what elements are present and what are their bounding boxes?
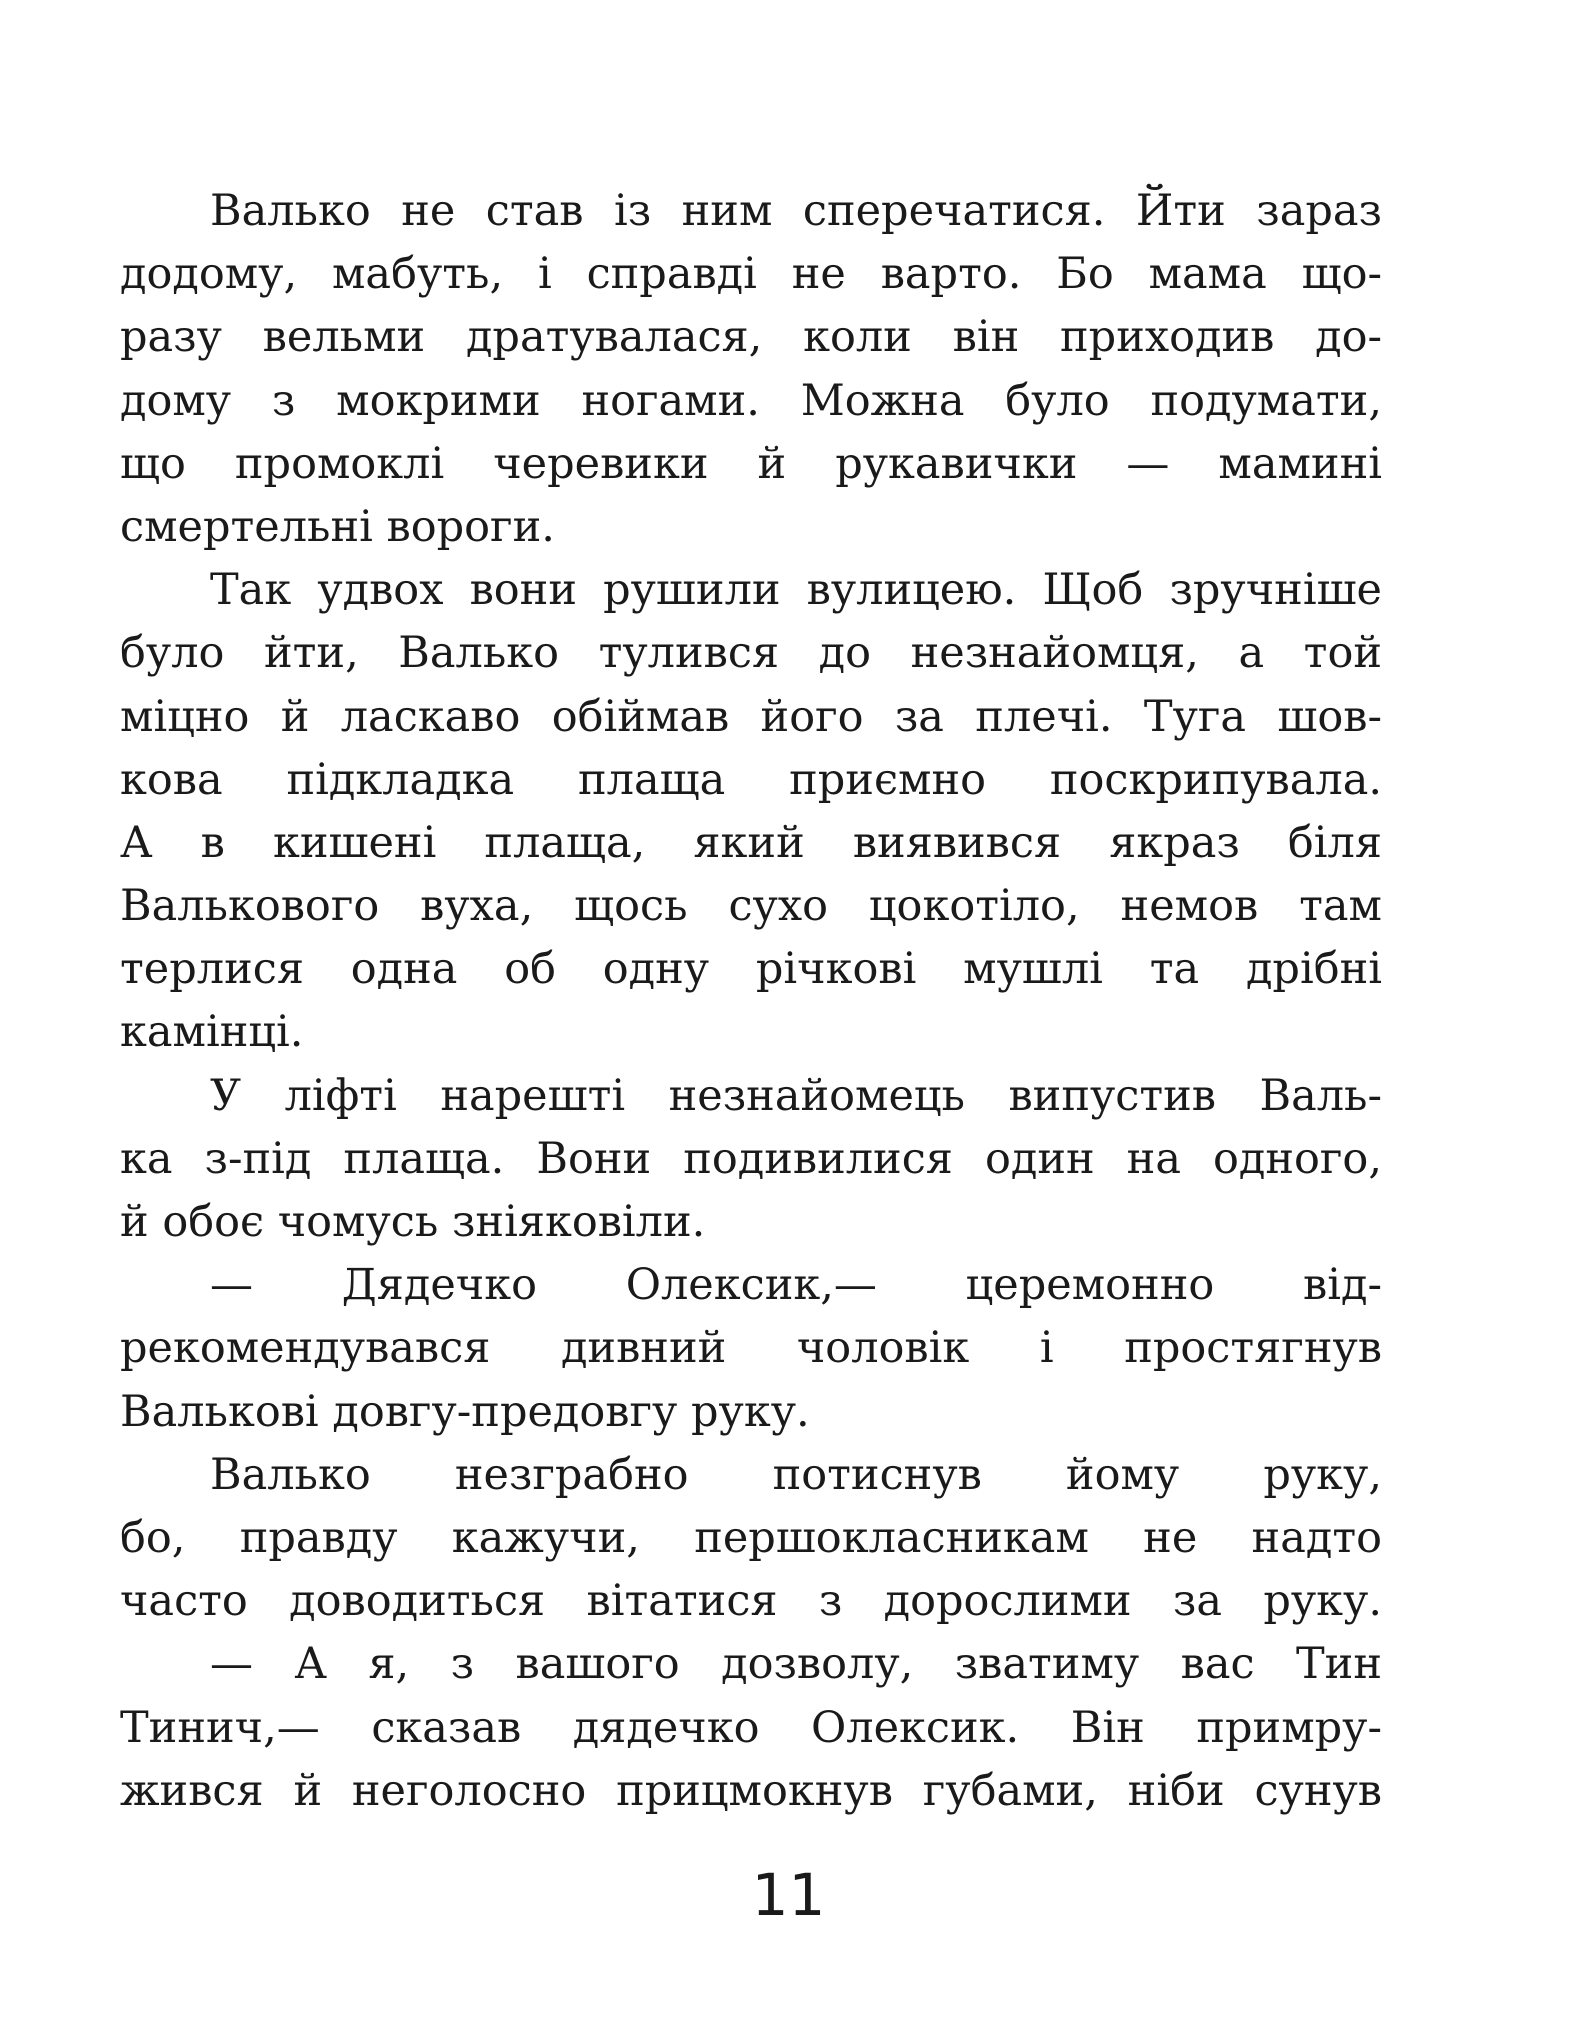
text-line: смертельні вороги. [120, 501, 555, 552]
text-line: Валькового вуха, щось сухо цокотіло, немов там [120, 881, 1382, 932]
body-text [120, 180, 1382, 1823]
text-line: рекомендувався дивний чоловік і простягнув [120, 1323, 1382, 1374]
text-line: камінці. [120, 1007, 304, 1058]
text-line: терлися одна об одну річкові мушлі та дрібні [120, 944, 1382, 995]
text-line: Тинич,— сказав дядечко Олексик. Він примру- [120, 1702, 1382, 1753]
text-line: А в кишені плаща, який виявився якраз біля [120, 817, 1382, 868]
text-line: додому, мабуть, і справді не варто. Бо мама що- [120, 249, 1382, 300]
text-line: часто доводиться вітатися з дорослими за руку. [120, 1576, 1382, 1627]
text-line: Так удвох вони рушили вулицею. Щоб зручніше [210, 565, 1382, 616]
text-line: міцно й ласкаво обіймав його за плечі. Туга шов- [120, 691, 1382, 742]
text-line: Валько не став із ним сперечатися. Йти зараз [210, 186, 1382, 236]
text-line: дому з мокрими ногами. Можна було подумати, [120, 375, 1382, 426]
text-line: ка з-під плаща. Вони подивилися один на одного, [120, 1133, 1382, 1184]
text-line: й обоє чомусь зніяковіли. [120, 1197, 706, 1247]
text-line: У ліфті нарешті незнайомець випустив Валь- [210, 1070, 1382, 1121]
text-line: Валько незграбно потиснув йому руку, [210, 1449, 1382, 1500]
text-line: кова підкладка плаща приємно поскрипувала. [120, 754, 1382, 805]
text-line: було йти, Валько тулився до незнайомця, а той [120, 628, 1382, 679]
text-line: що промоклі черевики й рукавички — мамині [120, 438, 1382, 489]
text-line: — А я, з вашого дозволу, зватиму вас Тин [210, 1639, 1382, 1690]
text-line: бо, правду кажучи, першокласникам не надто [120, 1512, 1382, 1563]
text-line: — Дядечко Олексик,— церемонно від- [210, 1260, 1382, 1311]
text-line: жився й неголосно прицмокнув губами, ніби сунув [120, 1765, 1382, 1816]
text-line: Валькові довгу-предовгу руку. [120, 1386, 810, 1437]
text-line: разу вельми дратувалася, коли він приходив до- [120, 312, 1382, 363]
page-number: 11 [751, 1861, 826, 1929]
